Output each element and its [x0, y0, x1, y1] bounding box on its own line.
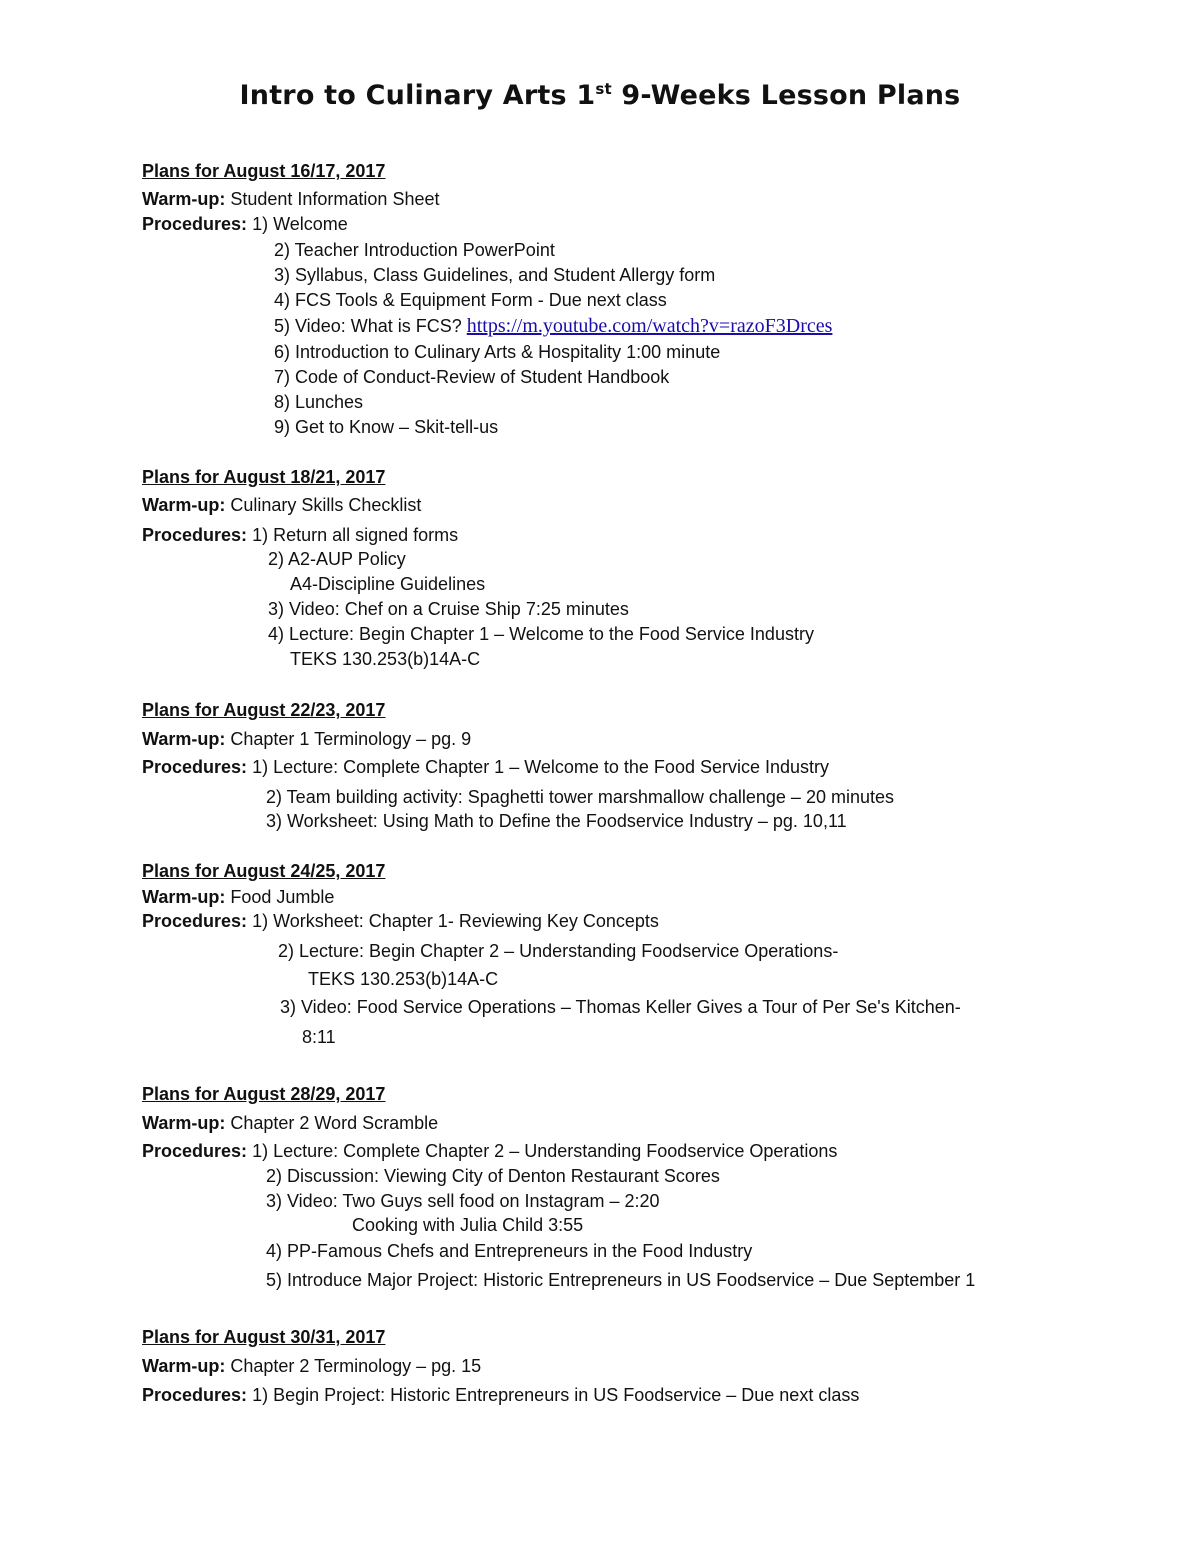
warmup-line: [142, 494, 421, 516]
procedure-item: 1) Return all signed forms: [252, 525, 459, 545]
procedure-item: 1) Worksheet: Chapter 1- Reviewing Key Concepts: [252, 911, 659, 931]
youtube-link[interactable]: https://m.youtube.com/watch?v=razoF3Drces: [466, 315, 833, 337]
procedure-item: 3) Video: Chef on a Cruise Ship 7:25 minutes: [268, 599, 629, 619]
warmup-line: [142, 886, 334, 908]
warmup-text: Chapter 1 Terminology – pg. 9: [230, 729, 472, 749]
procedure-item: 2) Lecture: Begin Chapter 2 – Understanding Foodservice Operations-: [278, 941, 839, 961]
page-title: [0, 80, 1200, 111]
warmup-text: Culinary Skills Checklist: [230, 495, 422, 515]
procedure-item: 3) Worksheet: Using Math to Define the Foodservice Industry – pg. 10,11: [266, 811, 847, 831]
procedure-item: 1) Lecture: Complete Chapter 1 – Welcome to the Food Service Industry: [252, 757, 830, 777]
section-heading: Plans for August 22/23, 2017: [142, 700, 386, 720]
procedure-item: 3) Video: Food Service Operations – Thomas Keller Gives a Tour of Per Se's Kitchen-: [280, 997, 961, 1017]
procedure-item: 4) FCS Tools & Equipment Form - Due next class: [274, 290, 667, 310]
warmup-label: Warm-up:: [142, 887, 226, 907]
procedure-item: 1) Lecture: Complete Chapter 2 – Understanding Foodservice Operations: [252, 1141, 838, 1161]
procedure-item: 9) Get to Know – Skit-tell-us: [274, 417, 499, 437]
procedures-label: Procedures:: [142, 525, 248, 545]
procedure-item: 8:11: [302, 1027, 336, 1047]
warmup-line: [142, 188, 439, 210]
title-superscript: st: [595, 80, 612, 98]
warmup-text: Food Jumble: [230, 887, 335, 907]
section-heading: Plans for August 24/25, 2017: [142, 861, 386, 881]
warmup-label: Warm-up:: [142, 495, 226, 515]
warmup-line: [142, 1112, 438, 1134]
procedure-item: 6) Introduction to Culinary Arts & Hospitality 1:00 minute: [274, 342, 721, 362]
procedures-line: [142, 910, 659, 932]
procedures-label: Procedures:: [142, 911, 248, 931]
warmup-text: Chapter 2 Word Scramble: [230, 1113, 439, 1133]
procedures-label: Procedures:: [142, 1141, 248, 1161]
procedure-item: 4) PP-Famous Chefs and Entrepreneurs in the Food Industry: [266, 1241, 753, 1261]
procedure-item: 4) Lecture: Begin Chapter 1 – Welcome to the Food Service Industry: [268, 624, 814, 644]
warmup-line: [142, 1355, 481, 1377]
procedure-item: 8) Lunches: [274, 392, 364, 412]
procedure-item: 1) Welcome: [252, 214, 348, 234]
procedure-item: 2) Team building activity: Spaghetti tower marshmallow challenge – 20 minutes: [266, 787, 894, 807]
section-heading: Plans for August 28/29, 2017: [142, 1084, 386, 1104]
procedures-label: Procedures:: [142, 214, 248, 234]
warmup-label: Warm-up:: [142, 189, 226, 209]
procedure-item: 1) Begin Project: Historic Entrepreneurs in US Foodservice – Due next class: [252, 1385, 860, 1405]
procedures-line: [142, 213, 348, 235]
procedures-label: Procedures:: [142, 1385, 248, 1405]
procedure-item: 7) Code of Conduct-Review of Student Handbook: [274, 367, 670, 387]
procedure-item: 3) Syllabus, Class Guidelines, and Student Allergy form: [274, 265, 716, 285]
warmup-text: Chapter 2 Terminology – pg. 15: [230, 1356, 482, 1376]
section-heading: Plans for August 18/21, 2017: [142, 467, 386, 487]
procedures-line: [142, 1384, 859, 1406]
procedure-item: 2) Teacher Introduction PowerPoint: [274, 240, 555, 260]
procedures-label: Procedures:: [142, 757, 248, 777]
procedure-item: 2) Discussion: Viewing City of Denton Restaurant Scores: [266, 1166, 720, 1186]
title-text-rest: 9-Weeks Lesson Plans: [611, 80, 961, 111]
warmup-line: [142, 728, 471, 750]
procedures-line: [142, 1140, 837, 1162]
warmup-label: Warm-up:: [142, 1356, 226, 1376]
procedure-item: 2) A2-AUP Policy: [268, 549, 406, 569]
procedures-line: [142, 524, 458, 546]
procedure-item: [274, 315, 832, 337]
procedure-item-text: 5) Video: What is FCS?: [274, 316, 467, 336]
procedure-item: A4-Discipline Guidelines: [290, 574, 486, 594]
procedure-item: 3) Video: Two Guys sell food on Instagram – 2:20: [266, 1191, 660, 1211]
warmup-label: Warm-up:: [142, 729, 226, 749]
procedure-item: Cooking with Julia Child 3:55: [352, 1215, 584, 1235]
section-heading: Plans for August 16/17, 2017: [142, 161, 386, 181]
title-text: Intro to Culinary Arts 1: [239, 80, 596, 111]
procedures-line: [142, 756, 829, 778]
procedure-item: TEKS 130.253(b)14A-C: [290, 649, 481, 669]
procedure-item: 5) Introduce Major Project: Historic Entrepreneurs in US Foodservice – Due September 1: [266, 1270, 976, 1290]
warmup-label: Warm-up:: [142, 1113, 226, 1133]
section-heading: Plans for August 30/31, 2017: [142, 1327, 386, 1347]
warmup-text: Student Information Sheet: [230, 189, 440, 209]
procedure-item: TEKS 130.253(b)14A-C: [308, 969, 499, 989]
